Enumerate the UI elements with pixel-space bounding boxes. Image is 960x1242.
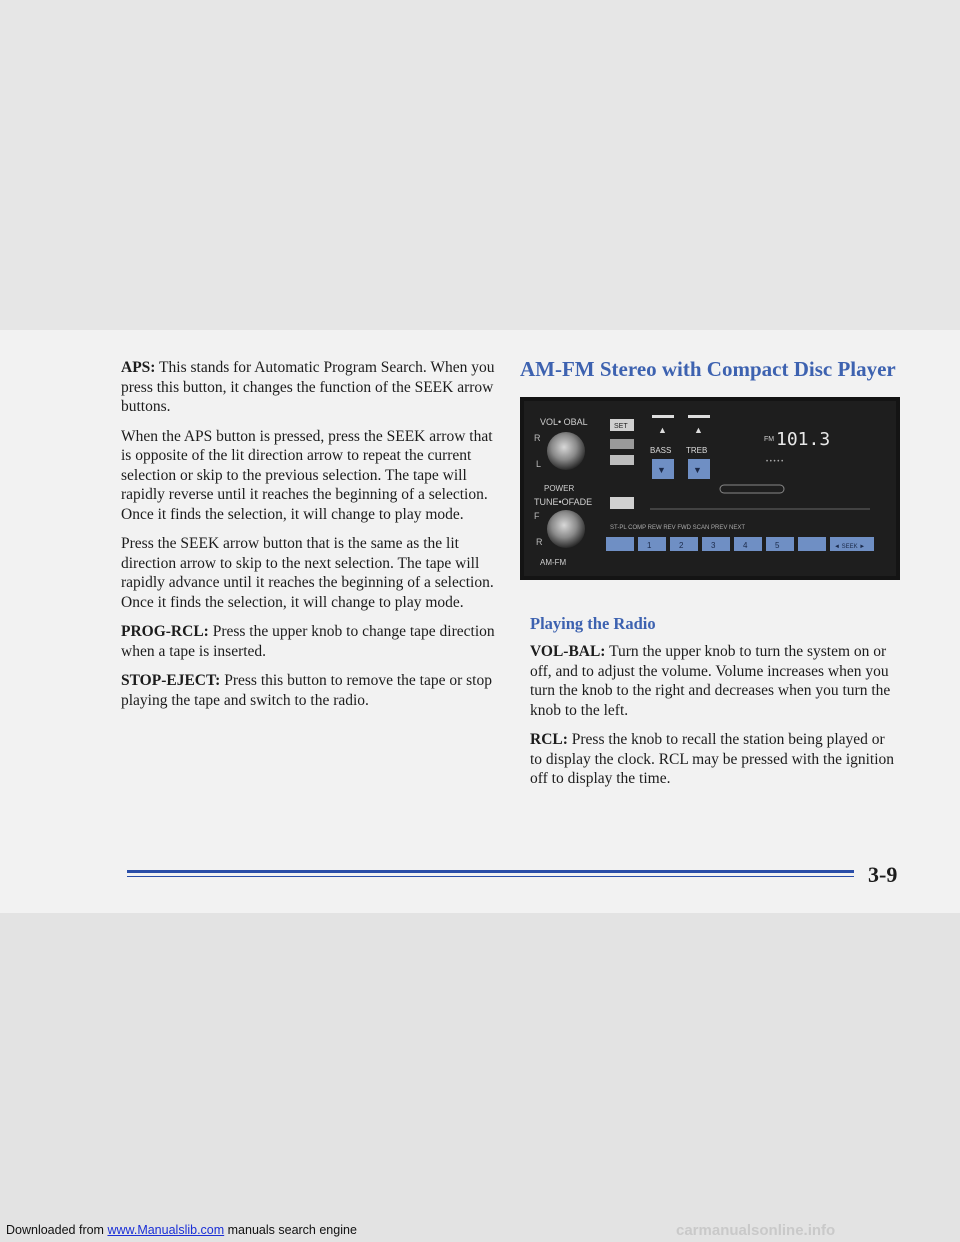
vol-bal-label: VOL• OBAL — [540, 417, 588, 427]
preset-3: 3 — [711, 541, 716, 550]
footer-prefix: Downloaded from — [6, 1223, 108, 1237]
svg-text:F: F — [534, 511, 540, 521]
svg-text:R: R — [536, 537, 543, 547]
display-frequency: 101.3 — [776, 429, 831, 450]
prog-rcl-paragraph — [121, 622, 501, 661]
bottom-margin — [0, 913, 960, 1242]
section-title: AM-FM Stereo with Compact Disc Player — [520, 357, 896, 381]
vol-bal-text: Turn the upper knob to turn the system on or off, and to adjust the volume. Volume increases when you turn the knob to the right and decreases when you turn the knob to the left. — [530, 643, 891, 719]
download-footer — [6, 1223, 357, 1237]
svg-text:R: R — [534, 433, 541, 443]
stop-eject-term: STOP-EJECT: — [121, 672, 221, 689]
watermark: carmanualsonline.info — [676, 1222, 836, 1239]
svg-text:▲: ▲ — [658, 425, 667, 435]
aps-paragraph — [121, 358, 501, 417]
svg-text:L: L — [536, 459, 542, 469]
aps-text: This stands for Automatic Program Search. When you press this button, it changes the function of the SEEK arrow buttons. — [121, 359, 495, 415]
aps-usage-paragraph: When the APS button is pressed, press the SEEK arrow that is opposite of the lit direction arrow to repeat the current selection or skip to the previous selection. The tape will rapidly reverse until it reaches the beginning of a selection. Once it finds the selection, it will change to play mode. — [121, 427, 493, 523]
aps-term: APS: — [121, 359, 156, 376]
prog-rcl-text: Press the upper knob to change tape direction when a tape is inserted. — [121, 623, 495, 660]
preset-2: 2 — [679, 541, 684, 550]
preset-5: 5 — [775, 541, 780, 550]
tune-fade-label: TUNE•OFADE — [534, 497, 593, 507]
vol-bal-paragraph — [530, 642, 900, 720]
rcl-paragraph — [530, 730, 900, 789]
left-column — [121, 358, 501, 720]
svg-text:▼: ▼ — [693, 465, 702, 475]
prog-rcl-term: PROG-RCL: — [121, 623, 209, 640]
seek-label: ◄ SEEK ► — [834, 544, 866, 550]
preset-4: 4 — [743, 541, 748, 550]
svg-text:• • • • •: • • • • • — [766, 459, 784, 465]
top-margin — [0, 0, 960, 330]
am-fm-label: AM-FM — [540, 558, 567, 567]
set-label: SET — [614, 423, 628, 430]
footer-rule — [127, 870, 854, 873]
vol-bal-term: VOL-BAL: — [530, 643, 606, 660]
manualslib-link[interactable]: www.Manualslib.com — [107, 1223, 225, 1237]
radio-photo — [520, 397, 900, 580]
rcl-text: Press the knob to recall the station being played or to display the clock. RCL may be pressed with the ignition off to display the time. — [530, 731, 895, 787]
playing-the-radio-heading: Playing the Radio — [530, 614, 656, 633]
stop-eject-paragraph — [121, 671, 501, 710]
svg-text:▲: ▲ — [694, 425, 703, 435]
page-number: 3-9 — [868, 862, 898, 887]
tune-fade-knob — [547, 510, 585, 548]
footer-suffix: manuals search engine — [224, 1223, 357, 1237]
cd-function-labels: ST-PL COMP REW REV FWD SCAN PREV NEXT — [610, 525, 746, 531]
stop-eject-text: Press this button to remove the tape or stop playing the tape and switch to the radio. — [121, 672, 492, 709]
display-band: FM — [764, 436, 775, 443]
power-label: POWER — [544, 484, 575, 493]
rcl-term: RCL: — [530, 731, 568, 748]
svg-text:▼: ▼ — [657, 465, 666, 475]
footer-rule-thin — [127, 876, 854, 877]
bass-label: BASS — [650, 446, 672, 455]
preset-1: 1 — [647, 541, 652, 550]
treb-label: TREB — [686, 446, 708, 455]
vol-bal-knob — [547, 432, 585, 470]
right-column — [530, 642, 900, 799]
seek-paragraph: Press the SEEK arrow button that is the same as the lit direction arrow to skip to the next selection. The tape will rapidly advance until it reaches the beginning of a selection. Once it finds the selection, it will change to play mode. — [121, 535, 494, 611]
radio-faceplate-illustration — [520, 397, 900, 580]
